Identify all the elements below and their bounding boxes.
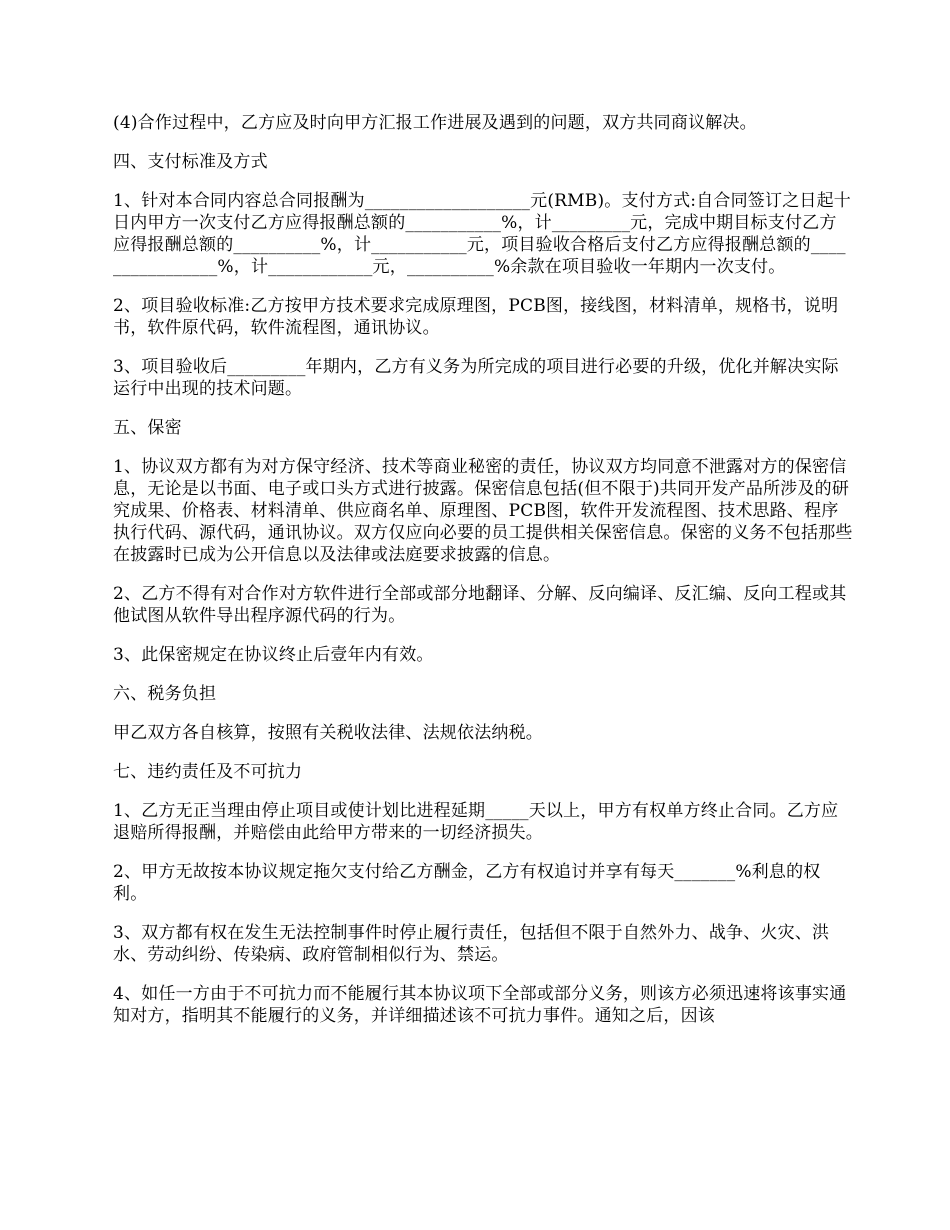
- paragraph-payment-2: 2、项目验收标准:乙方按甲方技术要求完成原理图，PCB图，接线图，材料清单，规格书，说明书，软件原代码，软件流程图，通讯协议。: [113, 296, 839, 338]
- paragraph-breach-1: 1、乙方无正当理由停止项目或使计划比进程延期_____天以上，甲方有权单方终止合同。乙方应退赔所得报酬，并赔偿由此给甲方带来的一切经济损失。: [113, 801, 839, 843]
- paragraph-confidentiality-1: 1、协议双方都有为对方保守经济、技术等商业秘密的责任，协议双方均同意不泄露对方的保密信息，无论是以书面、电子或口头方式进行披露。保密信息包括(但不限于)共同开发产品所涉及的研究成果、价格表、材料清单、供应商名单、原理图、PCB图，软件开发流程图、技术思路、程序执行代码、源代码，通讯协议。双方仅应向必要的员工提供相关保密信息。保密的义务不包括那些在披露时已成为公开信息以及法律或法庭要求披露的信息。: [113, 457, 853, 565]
- document-page: [113, 112, 853, 1044]
- paragraph-payment-1: 1、针对本合同内容总合同报酬为___________________元(RMB)。支付方式:自合同签订之日起十日内甲方一次支付乙方应得报酬总额的___________%，计_________元，完成中期目标支付乙方应得报酬总额的__________%，计___________元，项目验收合格后支付乙方应得报酬总额的________________%，计____________元，__________%余款在项目验收一年期内一次支付。: [113, 191, 852, 277]
- paragraph-payment-3: 3、项目验收后_________年期内，乙方有义务为所完成的项目进行必要的升级，优化并解决实际运行中出现的技术问题。: [113, 357, 839, 399]
- heading-breach: 七、违约责任及不可抗力: [113, 762, 303, 782]
- paragraph-tax: 甲乙双方各自核算，按照有关税收法律、法规依法纳税。: [113, 723, 543, 743]
- paragraph-confidentiality-3: 3、此保密规定在协议终止后壹年内有效。: [113, 645, 434, 665]
- paragraph-breach-3: 3、双方都有权在发生无法控制事件时停止履行责任，包括但不限于自然外力、战争、火灾、洪水、劳动纠纷、传染病、政府管制相似行为、禁运。: [113, 923, 830, 965]
- heading-tax: 六、税务负担: [113, 684, 217, 704]
- paragraph-cooperation-report: (4)合作过程中，乙方应及时向甲方汇报工作进展及遇到的问题，双方共同商议解决。: [113, 113, 757, 133]
- paragraph-confidentiality-2: 2、乙方不得有对合作对方软件进行全部或部分地翻译、分解、反向编译、反汇编、反向工程或其他试图从软件导出程序源代码的行为。: [113, 584, 847, 626]
- paragraph-breach-2: 2、甲方无故按本协议规定拖欠支付给乙方酬金，乙方有权追讨并享有每天_______%利息的权利。: [113, 862, 821, 904]
- heading-payment: 四、支付标准及方式: [113, 152, 268, 172]
- paragraph-breach-4: 4、如任一方由于不可抗力而不能履行其本协议项下全部或部分义务，则该方必须迅速将该事实通知对方，指明其不能履行的义务，并详细描述该不可抗力事件。通知之后，因该: [113, 984, 847, 1026]
- heading-confidentiality: 五、保密: [113, 418, 182, 438]
